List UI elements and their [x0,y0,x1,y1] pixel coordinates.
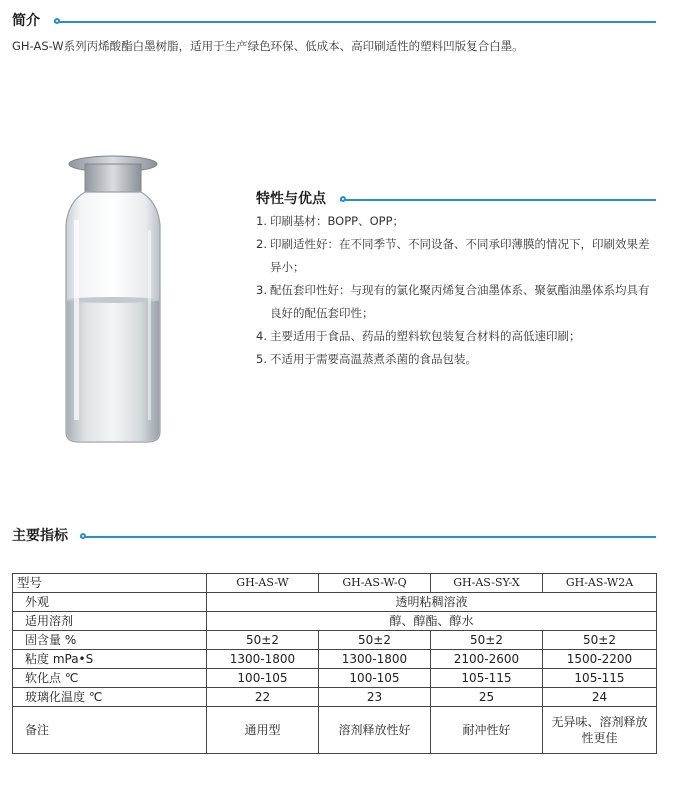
row-label: 外观 [13,593,207,612]
feature-text: 不适用于需要高温蒸煮杀菌的食品包装。 [270,352,477,366]
feature-number: 3. [256,283,267,297]
feature-item [256,233,656,279]
cell-value: 100-105 [207,669,319,688]
intro-text: GH-AS-W系列丙烯酸酯白墨树脂，适用于生产绿色环保、低成本、高印刷适性的塑料凹版复合白墨。 [12,39,524,53]
specs-divider [80,536,656,538]
model-header: GH-AS-W [207,574,319,593]
cell-value: 25 [431,688,543,707]
table-header-row [13,574,657,593]
model-header: GH-AS-SY-X [431,574,543,593]
table-row [13,669,657,688]
table-row [13,593,657,612]
feature-number: 4. [256,329,267,343]
features-list [256,210,656,371]
feature-text: 印刷基材：BOPP、OPP； [270,214,405,228]
row-label: 适用溶剂 [13,612,207,631]
cell-value: 1500-2200 [543,650,657,669]
header-label: 型号 [13,574,207,593]
feature-number: 5. [256,352,267,366]
feature-text: 印刷适性好：在不同季节、不同设备、不同承印薄膜的情况下，印刷效果差异小； [270,237,650,274]
table-row [13,688,657,707]
cell-value: 2100-2600 [431,650,543,669]
row-label: 玻璃化温度 ℃ [13,688,207,707]
cell-value: 耐冲性好 [431,707,543,754]
feature-item [256,348,656,371]
cell-value: 22 [207,688,319,707]
cell-value: 无异味、溶剂释放性更佳 [543,707,657,754]
cell-value: 50±2 [319,631,431,650]
cell-value: 50±2 [543,631,657,650]
table-row [13,612,657,631]
reagent-bottle-image [48,150,178,450]
specs-title: 主要指标 [12,528,68,544]
cell-value: 23 [319,688,431,707]
cell-value: 105-115 [543,669,657,688]
row-label: 固含量 % [13,631,207,650]
intro-divider [54,21,656,23]
features-divider [340,199,656,201]
model-header: GH-AS-W2A [543,574,657,593]
feature-item [256,325,656,348]
cell-value: 通用型 [207,707,319,754]
cell-value: 50±2 [431,631,543,650]
model-header: GH-AS-W-Q [319,574,431,593]
feature-number: 1. [256,214,267,228]
row-label: 备注 [13,707,207,754]
row-label: 软化点 ℃ [13,669,207,688]
table-row [13,631,657,650]
cell-value: 105-115 [431,669,543,688]
feature-item [256,210,656,233]
appearance-value: 透明粘稠溶液 [207,593,657,612]
cell-value: 24 [543,688,657,707]
feature-text: 主要适用于食品、药品的塑料软包装复合材料的高低速印刷； [270,329,581,343]
cell-value: 100-105 [319,669,431,688]
row-label: 粘度 mPa•S [13,650,207,669]
cell-value: 溶剂释放性好 [319,707,431,754]
feature-text: 配伍套印性好：与现有的氯化聚丙烯复合油墨体系、聚氨酯油墨体系均具有良好的配伍套印性； [270,283,650,320]
features-title: 特性与优点 [256,191,326,207]
table-row [13,650,657,669]
cell-value: 1300-1800 [207,650,319,669]
cell-value: 1300-1800 [319,650,431,669]
feature-number: 2. [256,237,267,251]
cell-value: 50±2 [207,631,319,650]
intro-title: 简介 [12,13,40,29]
solvent-value: 醇、醇酯、醇水 [207,612,657,631]
table-row-remark [13,707,657,754]
feature-item [256,279,656,325]
spec-table [12,573,657,754]
